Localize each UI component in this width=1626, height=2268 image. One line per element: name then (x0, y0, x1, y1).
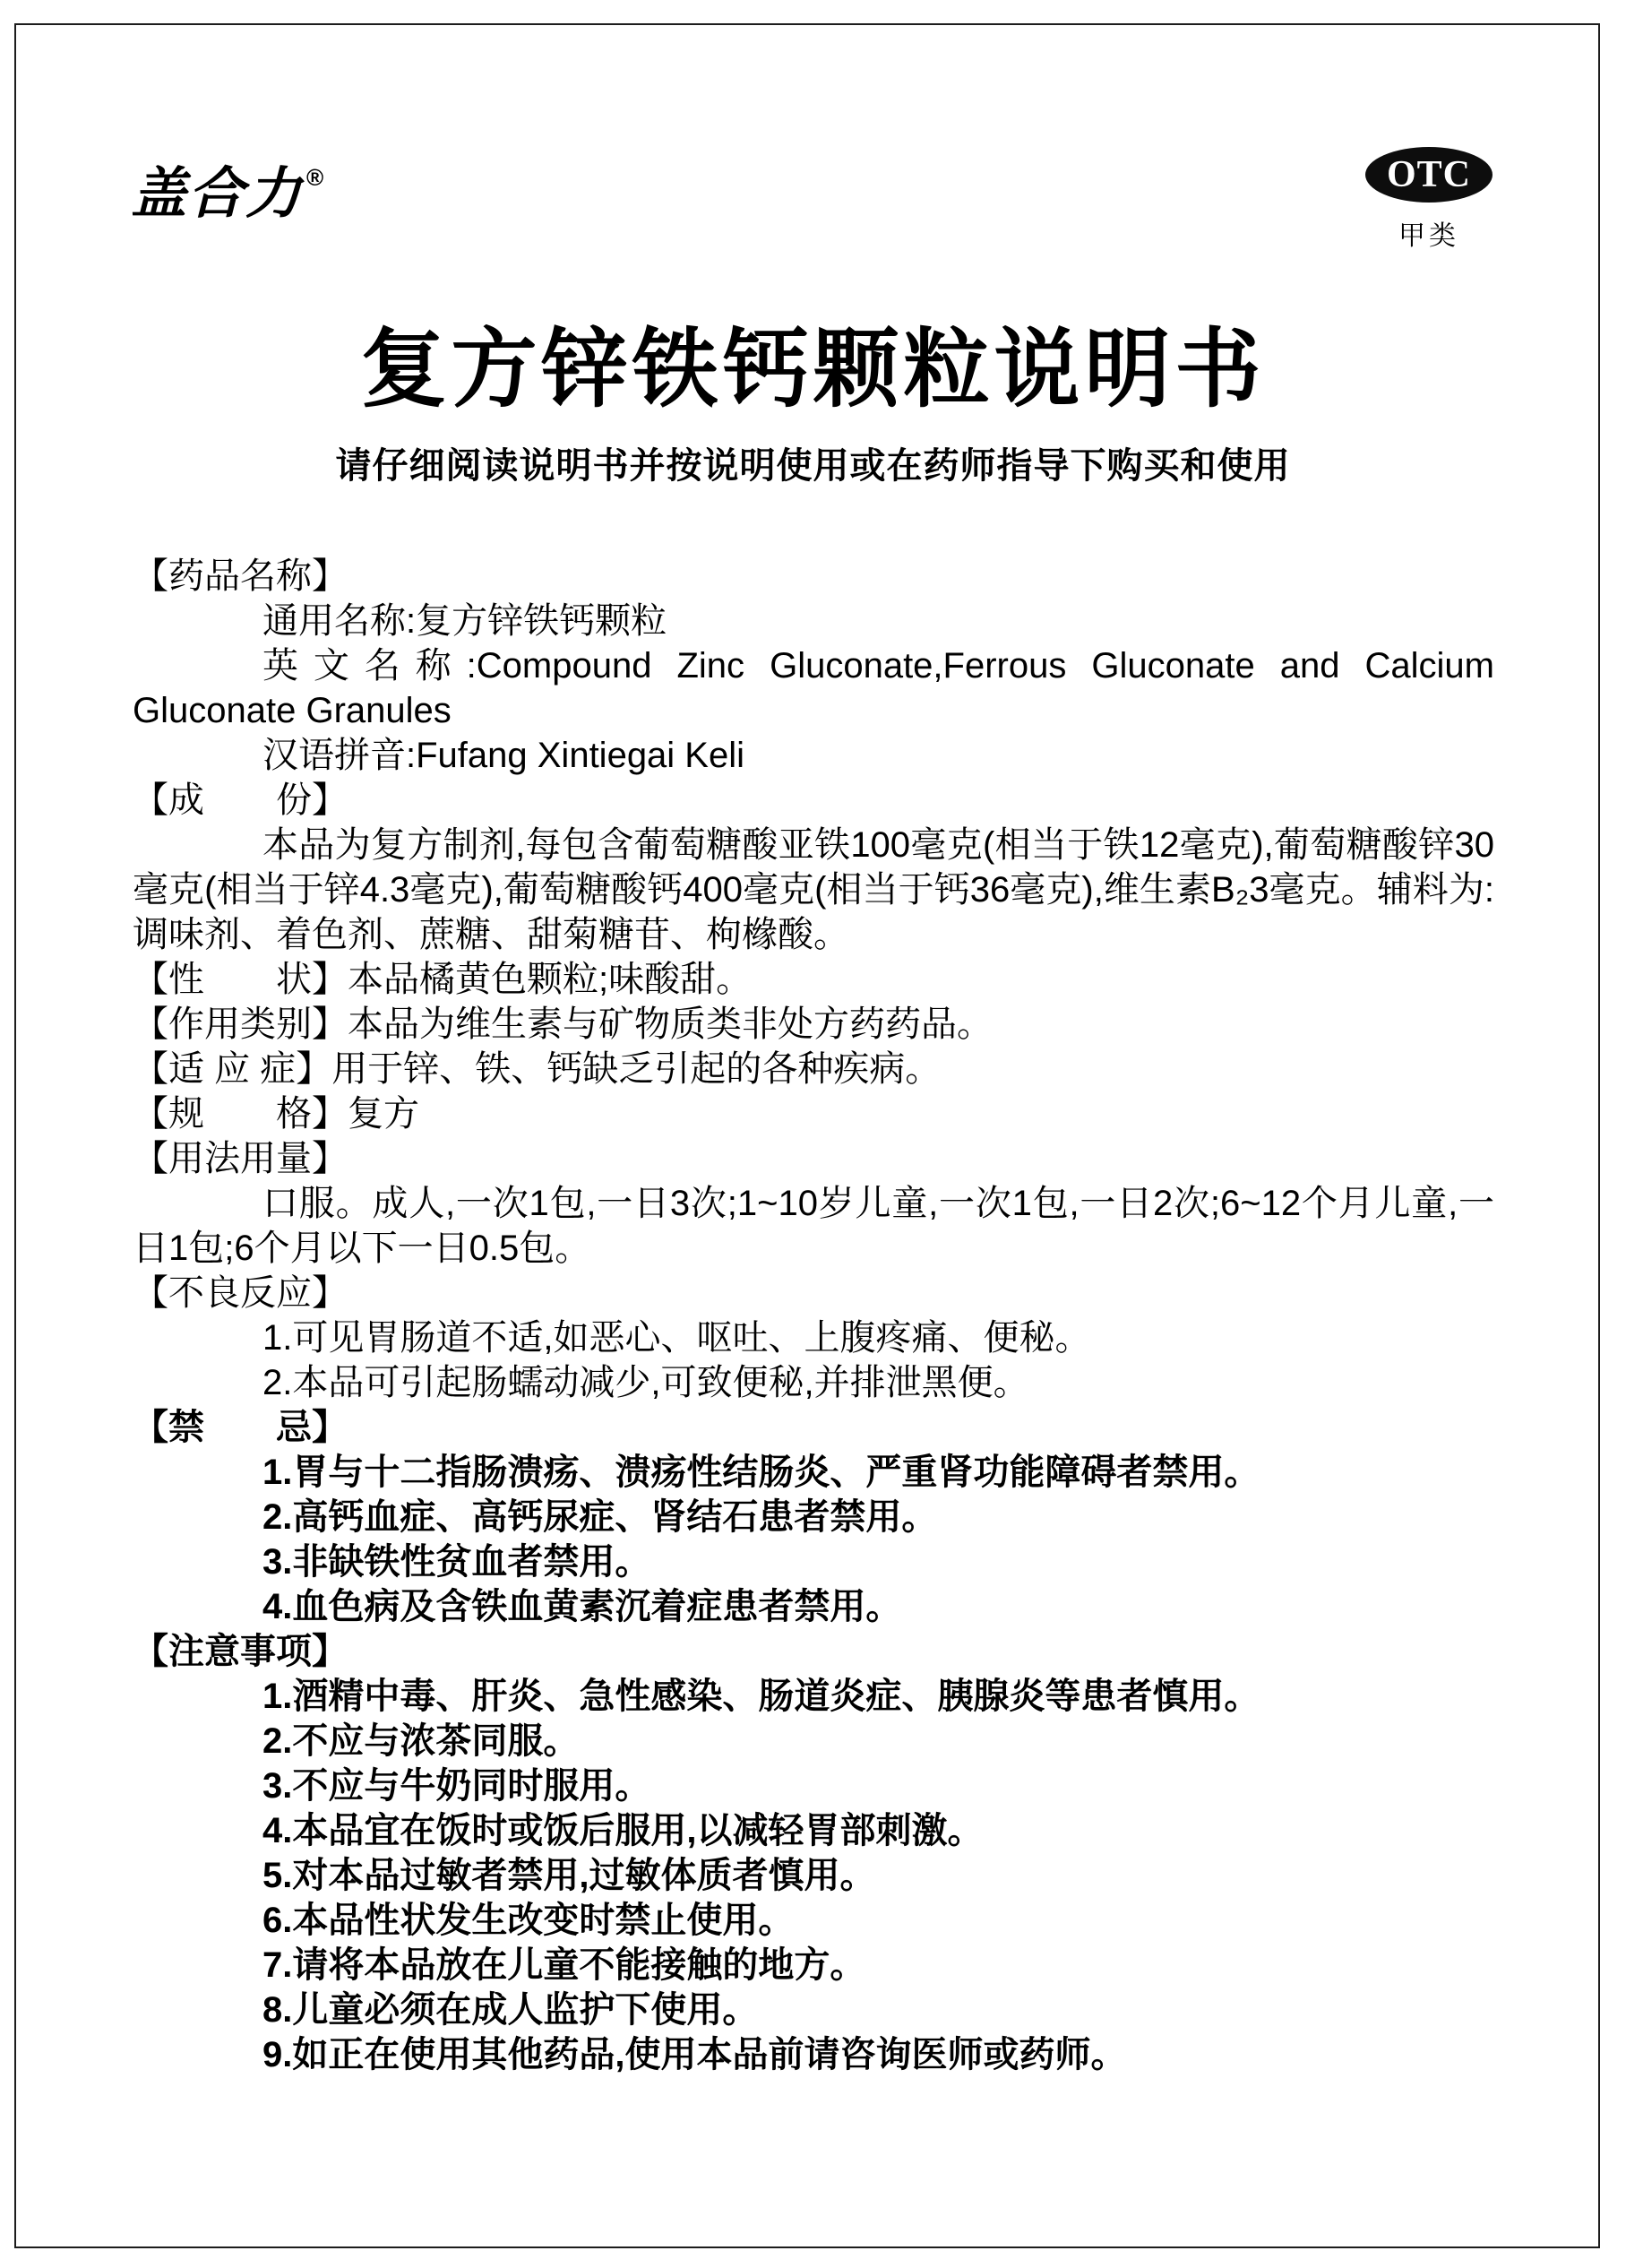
leaflet-paragraph: 4.血色病及含铁血黄素沉着症患者禁用。 (262, 1587, 902, 1626)
brand-logo-text: 盖合力 (131, 163, 304, 225)
leaflet-paragraph: 【作用类别】本品为维生素与矿物质类非处方药药品。 (133, 1005, 993, 1044)
leaflet-paragraph: 9.如正在使用其他药品,使用本品前请咨询医师或药师。 (262, 2035, 1127, 2074)
leaflet-paragraph: 汉语拼音:Fufang Xintiegai Keli (262, 736, 745, 775)
leaflet-paragraph: 英文名称:Compound Zinc Gluconate,Ferrous Gluconate and Calcium Gluconate Granules (133, 646, 1494, 730)
otc-badge (1365, 147, 1493, 203)
leaflet-paragraph: 1.胃与十二指肠溃疡、溃疡性结肠炎、严重肾功能障碍者禁用。 (262, 1453, 1260, 1492)
leaflet-paragraph: 口服。成人,一次1包,一日3次;1~10岁儿童,一次1包,一日2次;6~12个月儿童,一日1包;6个月以下一日0.5包。 (133, 1184, 1494, 1268)
leaflet-paragraph: 1.酒精中毒、肝炎、急性感染、肠道炎症、胰腺炎等患者慎用。 (262, 1677, 1260, 1716)
otc-badge-group (1365, 147, 1493, 253)
leaflet-paragraph: 【注意事项】 (133, 1632, 348, 1671)
leaflet-paragraph: 通用名称:复方锌铁钙颗粒 (262, 601, 667, 641)
page-subtitle: 请仔细阅读说明书并按说明使用或在药师指导下购买和使用 (335, 446, 1291, 486)
leaflet-paragraph: 【禁 忌】 (133, 1408, 348, 1447)
leaflet-paragraph: 【不良反应】 (133, 1273, 348, 1313)
leaflet-paragraph: 3.非缺铁性贫血者禁用。 (262, 1542, 651, 1582)
leaflet-paragraph: 4.本品宜在饭时或饭后服用,以减轻胃部刺激。 (262, 1811, 984, 1850)
leaflet-paragraph: 【适 应 症】用于锌、铁、钙缺乏引起的各种疾病。 (133, 1049, 942, 1089)
leaflet-paragraph: 【成 份】 (133, 780, 348, 820)
otc-class-label: 甲类 (1398, 221, 1459, 251)
leaflet-paragraph: 【用法用量】 (133, 1139, 348, 1178)
leaflet-paragraph: 3.不应与牛奶同时服用。 (262, 1766, 651, 1806)
leaflet-paragraph: 本品为复方制剂,每包含葡萄糖酸亚铁100毫克(相当于铁12毫克),葡萄糖酸锌30毫克(相当于锌4.3毫克),葡萄糖酸钙400毫克(相当于钙36毫克),维生素B₂3毫克。辅料为:调味剂、着色剂、蔗糖、甜菊糖苷、枸橼酸。 (133, 825, 1494, 954)
leaflet-paragraph: 2.不应与浓茶同服。 (262, 1721, 580, 1761)
leaflet-paragraph: 【性 状】本品橘黄色颗粒;味酸甜。 (133, 960, 753, 999)
leaflet-paragraph: 7.请将本品放在儿童不能接触的地方。 (262, 1945, 866, 1985)
leaflet-paragraph: 6.本品性状发生改变时禁止使用。 (262, 1901, 795, 1940)
registered-trademark-icon: ® (306, 164, 326, 191)
page-title: 复方锌铁钙颗粒说明书 (360, 322, 1266, 418)
leaflet-paragraph: 5.对本品过敏者禁用,过敏体质者慎用。 (262, 1856, 876, 1895)
leaflet-paragraph: 2.高钙血症、高钙尿症、肾结石患者禁用。 (262, 1497, 938, 1537)
leaflet-paragraph: 【规 格】复方 (133, 1094, 419, 1134)
brand-logo (131, 149, 325, 229)
leaflet-paragraph: 1.可见胃肠道不适,如恶心、呕吐、上腹疼痛、便秘。 (262, 1318, 1091, 1358)
leaflet-paragraph: 8.儿童必须在成人监护下使用。 (262, 1990, 759, 2030)
leaflet-paragraph: 2.本品可引起肠蠕动减少,可致便秘,并排泄黑便。 (262, 1363, 1029, 1402)
leaflet-body (133, 554, 1494, 2077)
otc-badge-label: OTC (1386, 154, 1471, 195)
leaflet-paragraph: 【药品名称】 (133, 556, 348, 596)
